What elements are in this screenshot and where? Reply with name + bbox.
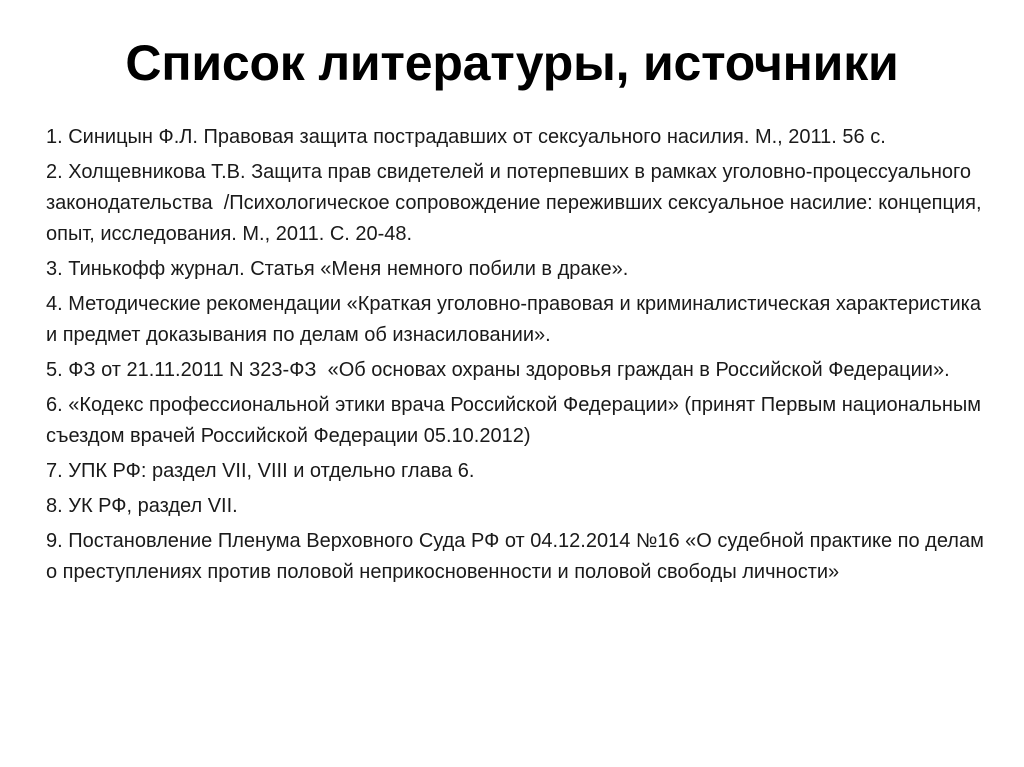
reference-item: 9. Постановление Пленума Верховного Суда РФ от 04.12.2014 №16 «О судебной практике по делам о преступлениях против половой неприкосновенности и половой свободы личности» xyxy=(46,530,990,583)
reference-item: 5. ФЗ от 21.11.2011 N 323-ФЗ «Об основах охраны здоровья граждан в Российской Федерации». xyxy=(46,359,950,381)
reference-list xyxy=(46,122,996,592)
reference-item: 1. Синицын Ф.Л. Правовая защита пострадавших от сексуального насилия. М., 2011. 56 с. xyxy=(46,126,886,148)
reference-item: 4. Методические рекомендации «Краткая уголовно-правовая и криминалистическая характеристика и предмет доказывания по делам об изнасиловании». xyxy=(46,293,987,346)
reference-item: 7. УПК РФ: раздел VII, VIII и отдельно глава 6. xyxy=(46,460,475,482)
reference-item: 8. УК РФ, раздел VII. xyxy=(46,495,238,517)
slide-title: Список литературы, источники xyxy=(125,35,899,91)
reference-item: 6. «Кодекс профессиональной этики врача Российской Федерации» (принят Первым национальным съездом врачей Российской Федерации 05.10.2012) xyxy=(46,394,987,447)
reference-item: 2. Холщевникова Т.В. Защита прав свидетелей и потерпевших в рамках уголовно-процессуального законодательства /Психологическое сопровождение переживших сексуальное насилие: концепция, опыт, исследования. М., 2011. С. 20-48. xyxy=(46,161,988,245)
reference-item: 3. Тинькофф журнал. Статья «Меня немного побили в драке». xyxy=(46,258,629,280)
